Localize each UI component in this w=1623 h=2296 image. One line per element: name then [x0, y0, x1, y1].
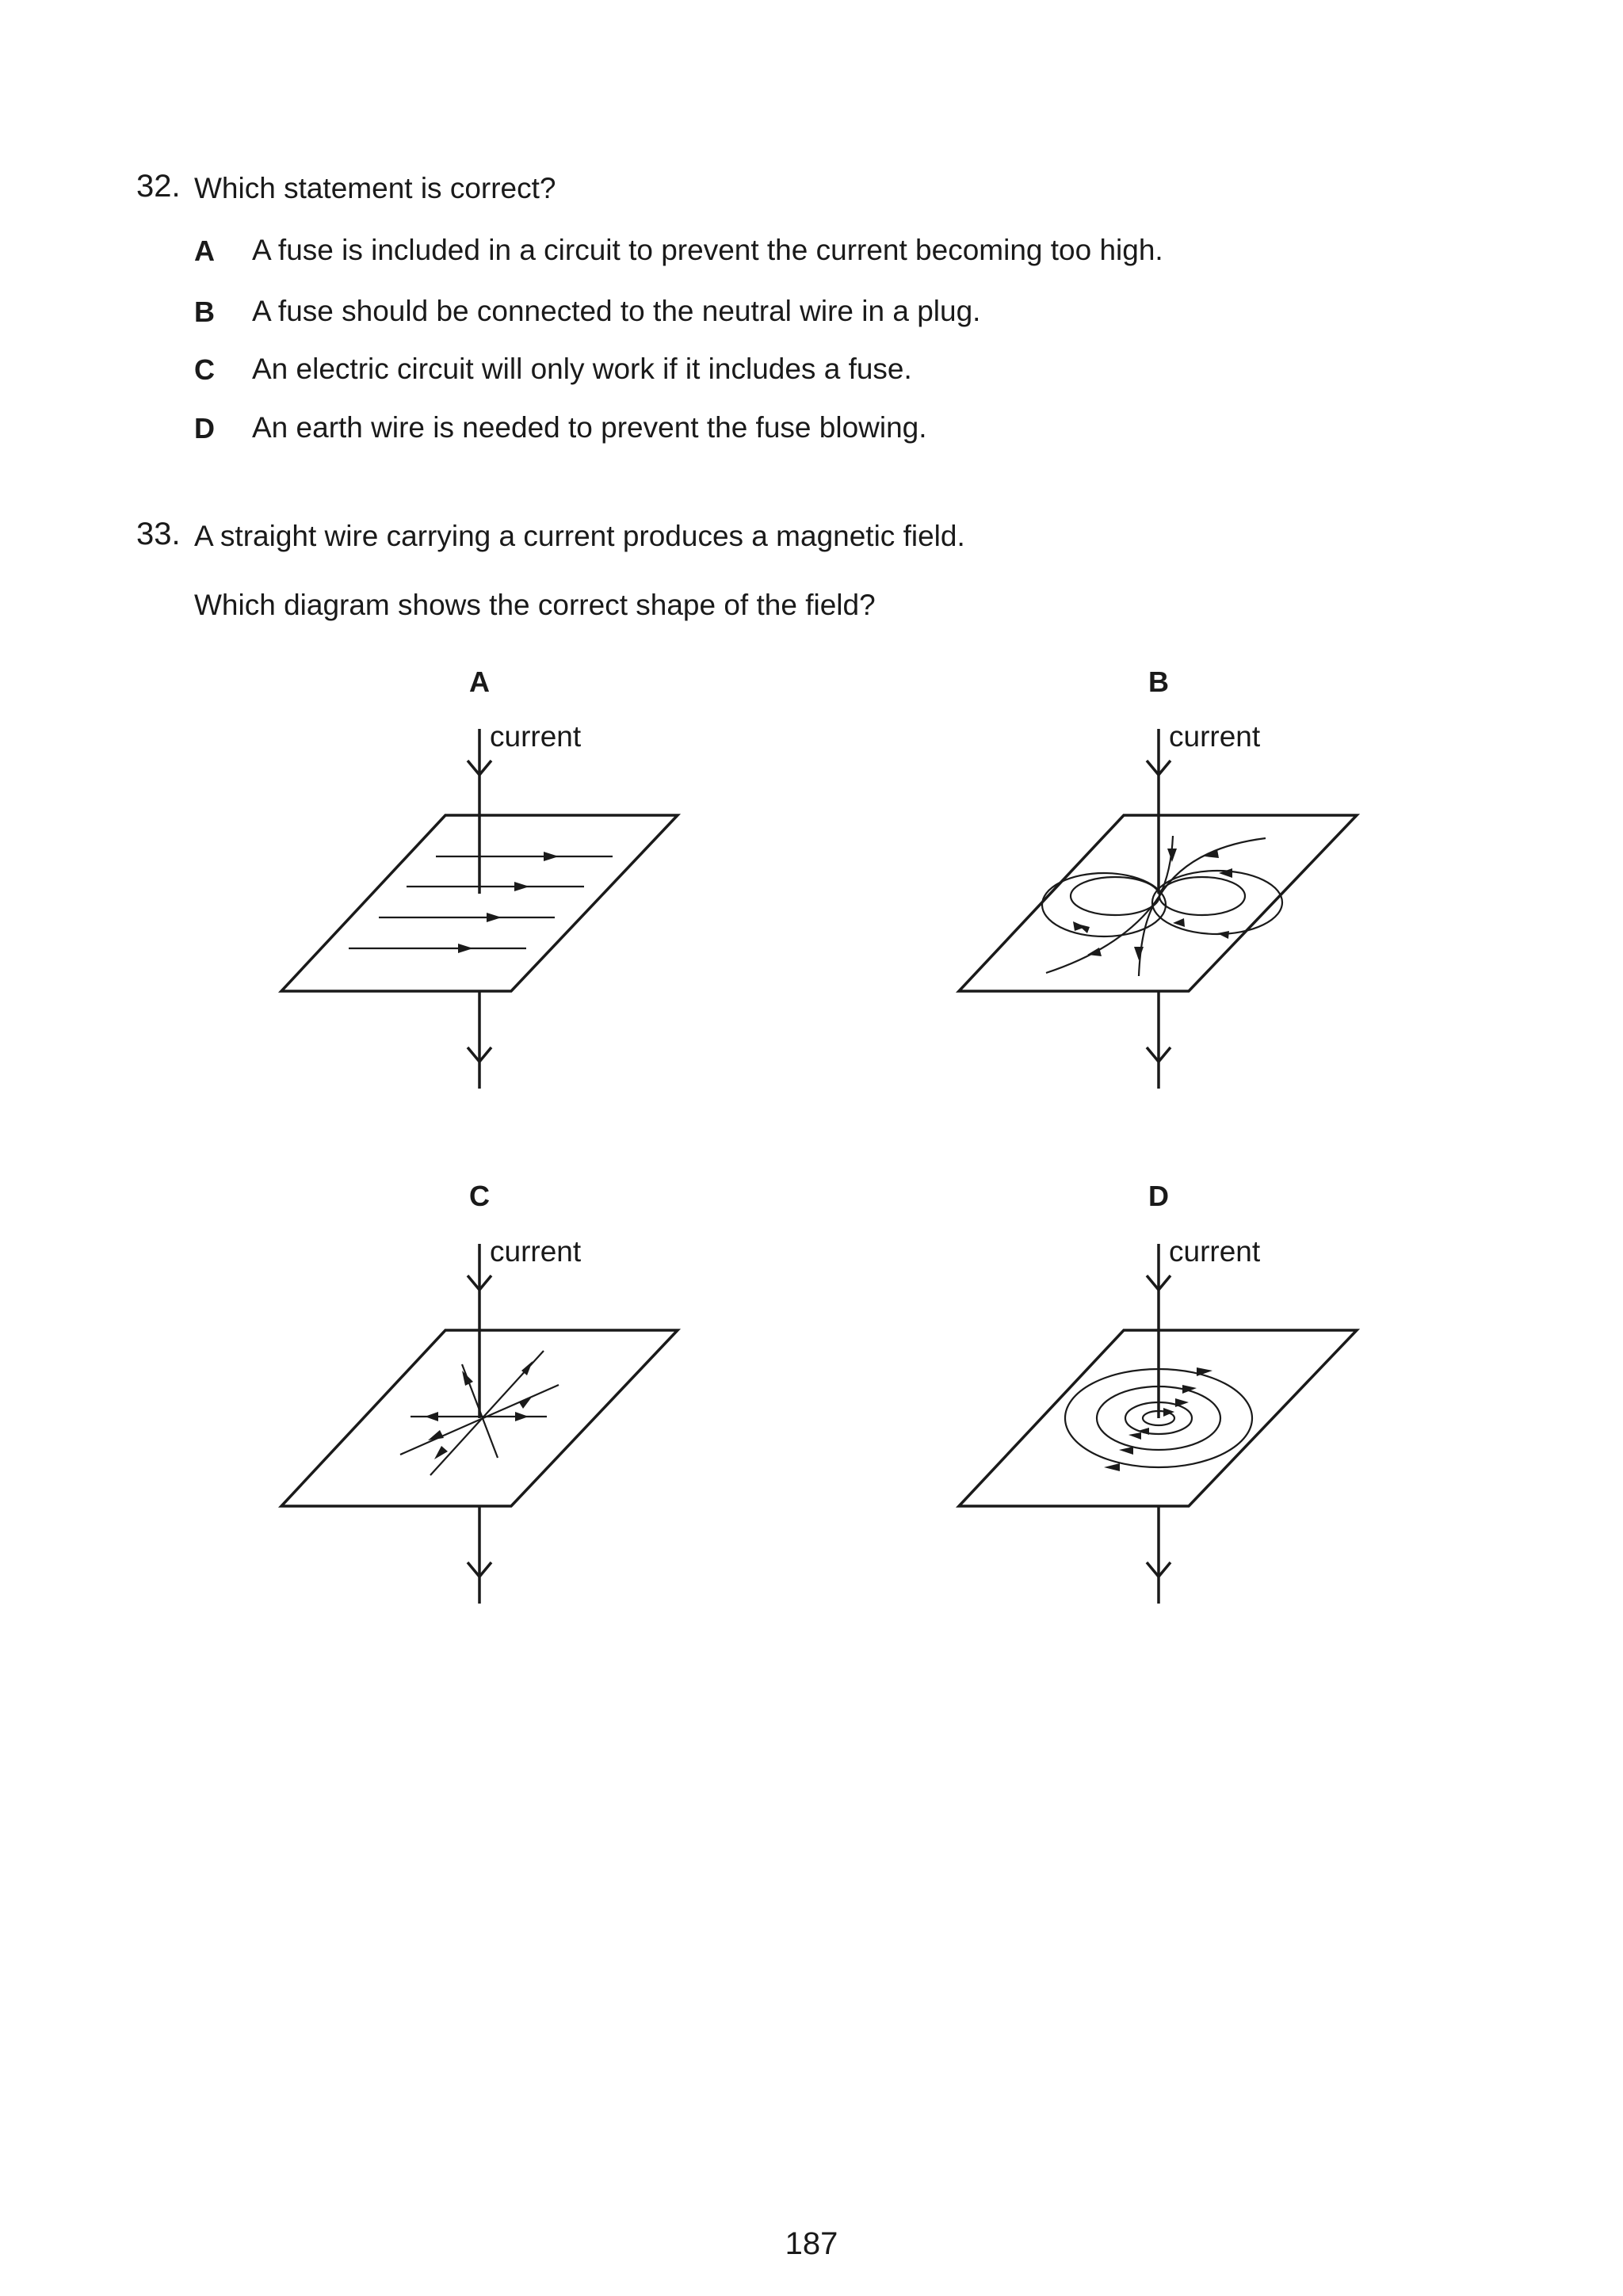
q32-option-b-text: A fuse should be connected to the neutral wire in a plug.	[252, 295, 981, 327]
diagram-c-letter: C	[469, 1180, 490, 1212]
diagram-d	[959, 1180, 1357, 1604]
diagram-c-arrow-5	[425, 1412, 438, 1421]
q32-option-a-text: A fuse is included in a circuit to prevent the current becoming too high.	[252, 234, 1163, 266]
diagram-d-arrow-7	[1119, 1447, 1133, 1455]
diagram-c	[281, 1180, 678, 1604]
diagram-d-arrow-8	[1104, 1463, 1120, 1471]
q32-option-d-text: An earth wire is needed to prevent the fuse blowing.	[252, 411, 927, 444]
diagram-d-letter: D	[1148, 1180, 1169, 1212]
q32-option-d-letter: D	[194, 412, 215, 444]
diagram-a-field-arrow-2	[514, 882, 529, 891]
question-33-number: 33.	[136, 517, 181, 551]
q32-option-a-letter: A	[194, 235, 215, 267]
diagram-b-arrow-1	[1167, 849, 1177, 862]
diagram-b-current-label: current	[1169, 720, 1261, 753]
diagram-d-arrow-2	[1175, 1398, 1189, 1407]
diagram-b-arrow-3	[1219, 868, 1232, 878]
diagram-b-field-line-lower-left	[1046, 896, 1159, 973]
diagram-b	[959, 666, 1357, 1089]
diagram-b-letter: B	[1148, 666, 1169, 698]
diagram-a-field-arrow-4	[458, 944, 473, 953]
diagram-a-field-arrow-1	[544, 852, 559, 861]
diagram-c-arrow-4	[515, 1412, 529, 1421]
diagram-b-field-line-upper-right	[1159, 838, 1266, 896]
diagram-d-current-label: current	[1169, 1235, 1261, 1268]
diagram-c-arrow-1	[462, 1371, 473, 1386]
question-33-text: A straight wire carrying a current produces a magnetic field.	[194, 520, 965, 552]
diagram-b-arrow-9	[1134, 947, 1144, 960]
question-33-prompt: Which diagram shows the correct shape of the field?	[194, 589, 876, 621]
diagram-a	[281, 666, 678, 1089]
diagram-b-loop-left-outer	[1042, 873, 1166, 936]
diagram-a-current-label: current	[490, 720, 582, 753]
page-number: 187	[785, 2226, 838, 2261]
question-32-number: 32.	[136, 169, 181, 204]
diagram-c-current-label: current	[490, 1235, 582, 1268]
diagram-d-arrow-6	[1128, 1432, 1141, 1440]
diagram-b-loop-right-inner	[1159, 877, 1245, 915]
q32-option-b-letter: B	[194, 296, 215, 328]
diagram-b-loop-left-inner	[1071, 877, 1159, 915]
q32-option-c-letter: C	[194, 353, 215, 386]
diagram-c-arrow-3	[519, 1396, 533, 1409]
q32-option-c-text: An electric circuit will only work if it includes a fuse.	[252, 353, 912, 385]
diagram-c-arrow-6	[428, 1430, 444, 1440]
question-32-text: Which statement is correct?	[194, 172, 556, 204]
diagram-a-letter: A	[469, 666, 490, 698]
diagram-a-field-arrow-3	[487, 913, 502, 922]
